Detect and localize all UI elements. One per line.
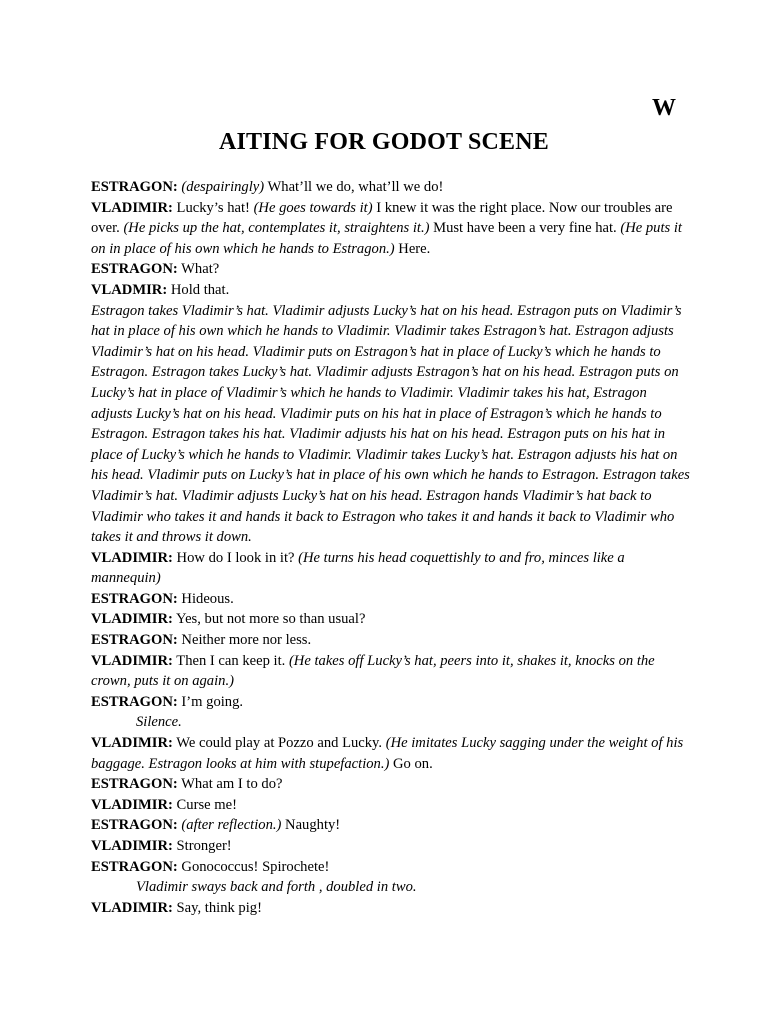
direction-text: (He imitates Lucky sagging under the weight of his baggage. Estragon looks at him with stupefaction.)	[91, 735, 684, 772]
direction-text: (He goes towards it)	[253, 199, 373, 216]
dialogue-line	[91, 898, 691, 919]
direction-text: Vladimir sways back and forth , doubled in two.	[136, 879, 417, 896]
direction-text: (He takes off Lucky’s hat, peers into it, shakes it, knocks on the crown, puts it on again.)	[91, 652, 655, 690]
dialogue-line	[91, 630, 691, 651]
direction-text: Estragon takes Vladimir’s hat. Vladimir adjusts Lucky’s hat on his head. Estragon puts on Vladimir’s hat in place of his own which he hands to Vladimir. Vladimir takes Estragon’s hat. Estragon adjusts Vladimir’s hat on his head. Vladimir puts on Estragon’s hat in place of Lucky’s which he hands to Estragon. Estragon takes Lucky’s hat. Vladimir adjusts Estragon’s hat on his head. Estragon puts on Lucky’s hat in place of Vladimir’s which he hands to Vladimir. Vladimir takes his hat, Estragon adjusts Lucky’s hat on his head. Vladimir puts on his hat in place of Estragon’s which he hands to Estragon. Estragon takes his hat. Vladimir adjusts his hat on his head. Estragon puts on his hat in place of Lucky’s which he hands to Vladimir. Vladimir takes Lucky’s hat. Estragon adjusts his hat on his head. Vladimir puts on Lucky’s hat in place of his own which he hands to Estragon. Estragon takes Vladimir’s hat. Vladimir adjusts Lucky’s hat on his head. Estragon hands Vladimir’s hat back to Vladimir who takes it and hands it back to Estragon who takes it and hands it back to Vladimir who takes it and throws it down.	[91, 302, 690, 546]
speaker-name: VLADIMIR:	[91, 611, 173, 628]
dialogue-text: Hideous.	[181, 590, 234, 607]
speaker-name: ESTRAGON:	[91, 632, 178, 649]
dialogue-text: Here.	[394, 240, 431, 257]
dialogue-line	[91, 280, 691, 301]
dialogue-line	[91, 692, 691, 713]
dialogue-line	[91, 177, 691, 198]
speaker-name: ESTRAGON:	[91, 179, 178, 195]
title-initial: W	[652, 95, 676, 121]
speaker-name: ESTRAGON:	[91, 776, 178, 793]
dialogue-line	[91, 198, 691, 260]
dialogue-text: Must have been a very fine hat.	[429, 220, 621, 237]
dialogue-text: Then I can keep it.	[176, 652, 289, 669]
dialogue-text: I knew it was the right place. Now our troubles are over.	[91, 199, 673, 237]
dialogue-line	[91, 857, 691, 878]
dialogue-line	[91, 589, 691, 610]
direction-text: (He puts it on in place of his own which he hands to Estragon.)	[91, 220, 682, 257]
dialogue-text: Go on.	[389, 755, 433, 772]
dialogue-text: How do I look in it?	[176, 549, 299, 566]
stage-direction	[91, 712, 691, 733]
direction-text: (He picks up the hat, contemplates it, straightens it.)	[123, 220, 430, 237]
speaker-name: VLADIMIR:	[91, 652, 173, 669]
dialogue-text: Naughty!	[281, 817, 341, 834]
dialogue-text: Yes, but not more so than usual?	[176, 611, 366, 628]
speaker-name: ESTRAGON:	[91, 590, 178, 607]
dialogue-text: Say, think pig!	[176, 899, 262, 916]
speaker-name: VLADIMIR:	[91, 549, 173, 566]
dialogue-text: Gonococcus! Spirochete!	[181, 858, 330, 875]
dialogue-line	[91, 795, 691, 816]
speaker-name: ESTRAGON:	[91, 817, 178, 834]
dialogue-text: What am I to do?	[181, 776, 283, 793]
dialogue-text: Hold that.	[170, 281, 230, 298]
direction-text: (after reflection.)	[181, 817, 282, 834]
speaker-name: VLADMIR:	[91, 281, 168, 298]
script-body	[91, 177, 691, 918]
dialogue-line	[91, 259, 691, 280]
speaker-name: ESTRAGON:	[91, 858, 178, 875]
page-title: AITING FOR GODOT SCENE	[218, 129, 550, 155]
dialogue-text: Lucky’s hat!	[176, 199, 254, 216]
dialogue-line	[91, 836, 691, 857]
stage-direction	[91, 877, 691, 898]
dialogue-text: Curse me!	[176, 796, 237, 813]
dialogue-line	[91, 815, 691, 836]
dialogue-line	[91, 548, 691, 589]
dialogue-line	[91, 774, 691, 795]
speaker-name: VLADIMIR:	[91, 838, 173, 854]
direction-text: (despairingly)	[181, 179, 265, 195]
dialogue-text: We could play at Pozzo and Lucky.	[176, 735, 386, 752]
dialogue-text: Neither more nor less.	[181, 632, 312, 649]
speaker-name: VLADIMIR:	[91, 199, 173, 216]
dialogue-line	[91, 609, 691, 630]
dialogue-text: I’m going.	[181, 693, 244, 710]
stage-direction	[91, 301, 691, 548]
dialogue-text: What’ll we do, what’ll we do!	[264, 179, 444, 195]
dialogue-text: Stronger!	[176, 838, 232, 854]
speaker-name: VLADIMIR:	[91, 796, 173, 813]
dialogue-line	[91, 651, 691, 692]
speaker-name: ESTRAGON:	[91, 261, 178, 278]
speaker-name: VLADIMIR:	[91, 735, 173, 752]
direction-text: Silence.	[136, 714, 182, 731]
dialogue-line	[91, 733, 691, 774]
speaker-name: VLADIMIR:	[91, 899, 173, 916]
speaker-name: ESTRAGON:	[91, 693, 178, 710]
dialogue-text: What?	[181, 261, 220, 278]
direction-text: (He turns his head coquettishly to and fro, minces like a mannequin)	[91, 549, 625, 587]
